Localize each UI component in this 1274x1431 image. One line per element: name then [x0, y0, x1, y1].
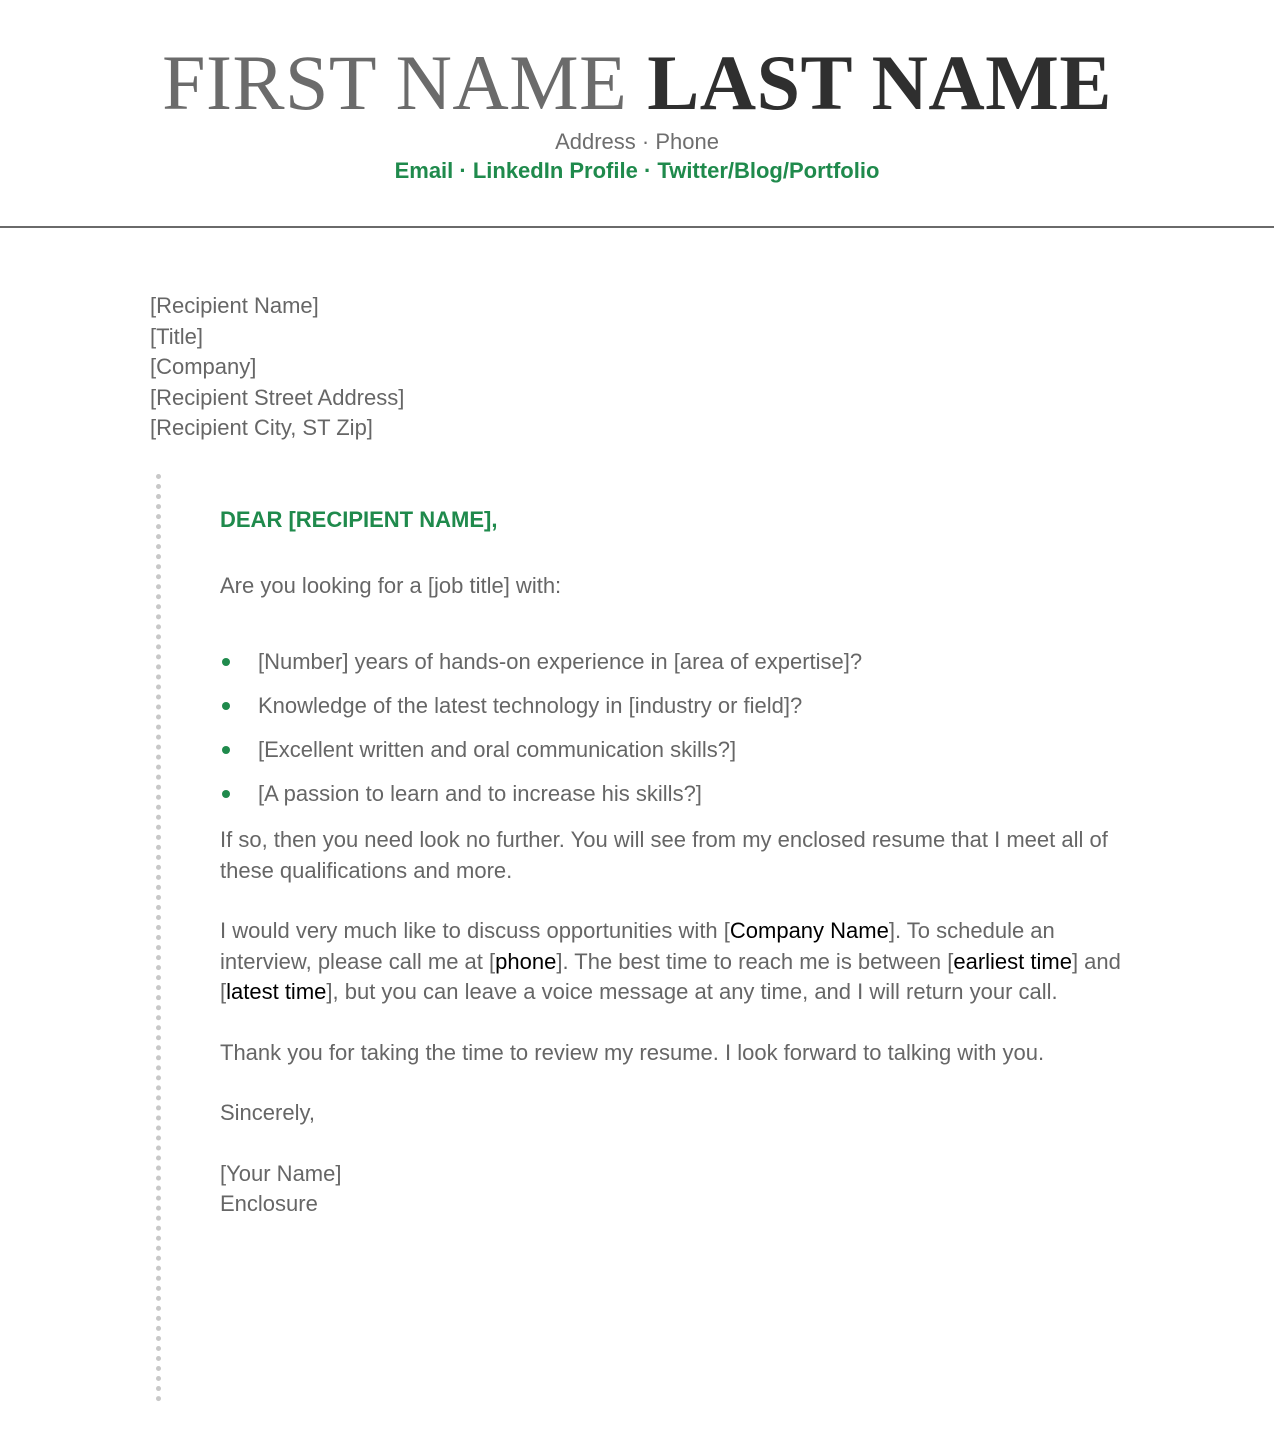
recipient-company: [Company]: [150, 354, 257, 379]
list-item: [Number] years of hands-on experience in [area of expertise]?: [220, 647, 1140, 678]
bullet-icon: [222, 746, 230, 754]
closing: Sincerely,: [220, 1100, 315, 1125]
applicant-name: [0, 38, 1274, 128]
recipient-title: [Title]: [150, 323, 203, 349]
contact-online-links: Email · LinkedIn Profile · Twitter/Blog/Portfolio: [394, 158, 880, 183]
paragraph-thanks: Thank you for taking the time to review my resume. I look forward to talking with you.: [220, 1039, 1045, 1065]
recipient-block: [150, 291, 404, 444]
header-divider: [0, 226, 1274, 228]
contact-address-phone: Address · Phone: [555, 129, 719, 154]
phone-field: phone: [495, 948, 557, 974]
recipient-name: [Recipient Name]: [150, 293, 319, 318]
recipient-street: [Recipient Street Address]: [150, 384, 405, 410]
letter-body: [220, 505, 1140, 1220]
list-item: [Excellent written and oral communication skills?]: [220, 735, 1140, 766]
dotted-side-border: [156, 474, 161, 1402]
bullet-icon: [222, 790, 230, 798]
company-name-field: Company Name: [729, 918, 889, 943]
intro-line: Are you looking for a [job title] with:: [220, 573, 562, 598]
list-item: Knowledge of the latest technology in [industry or field]?: [220, 691, 1140, 722]
letter-header: [0, 0, 1274, 228]
last-name: LAST NAME: [647, 39, 1112, 126]
bullet-icon: [222, 658, 230, 666]
paragraph-qualifications: If so, then you need look no further. You will see from my enclosed resume that I meet all of these qualifications and more.: [220, 827, 1108, 883]
recipient-city: [Recipient City, ST Zip]: [150, 415, 373, 440]
your-name: [Your Name]: [220, 1160, 342, 1186]
list-item: [A passion to learn and to increase his skills?]: [220, 779, 1140, 810]
qualification-list: [220, 647, 1140, 810]
signature-block: [220, 1159, 1140, 1220]
enclosure-note: Enclosure: [220, 1191, 318, 1216]
first-name: FIRST NAME: [162, 39, 628, 126]
earliest-time-field: earliest time: [953, 948, 1072, 974]
bullet-icon: [222, 702, 230, 710]
latest-time-field: latest time: [226, 979, 327, 1004]
salutation: DEAR [RECIPIENT NAME],: [220, 507, 498, 532]
paragraph-contact-request: I would very much like to discuss opportunities with [Company Name]. To schedule an interview, please call me at [phone]. The best time to reach me is between [earliest time] and [latest time], but you can leave a voice message at any time, and I will return your call.: [220, 918, 1121, 1004]
